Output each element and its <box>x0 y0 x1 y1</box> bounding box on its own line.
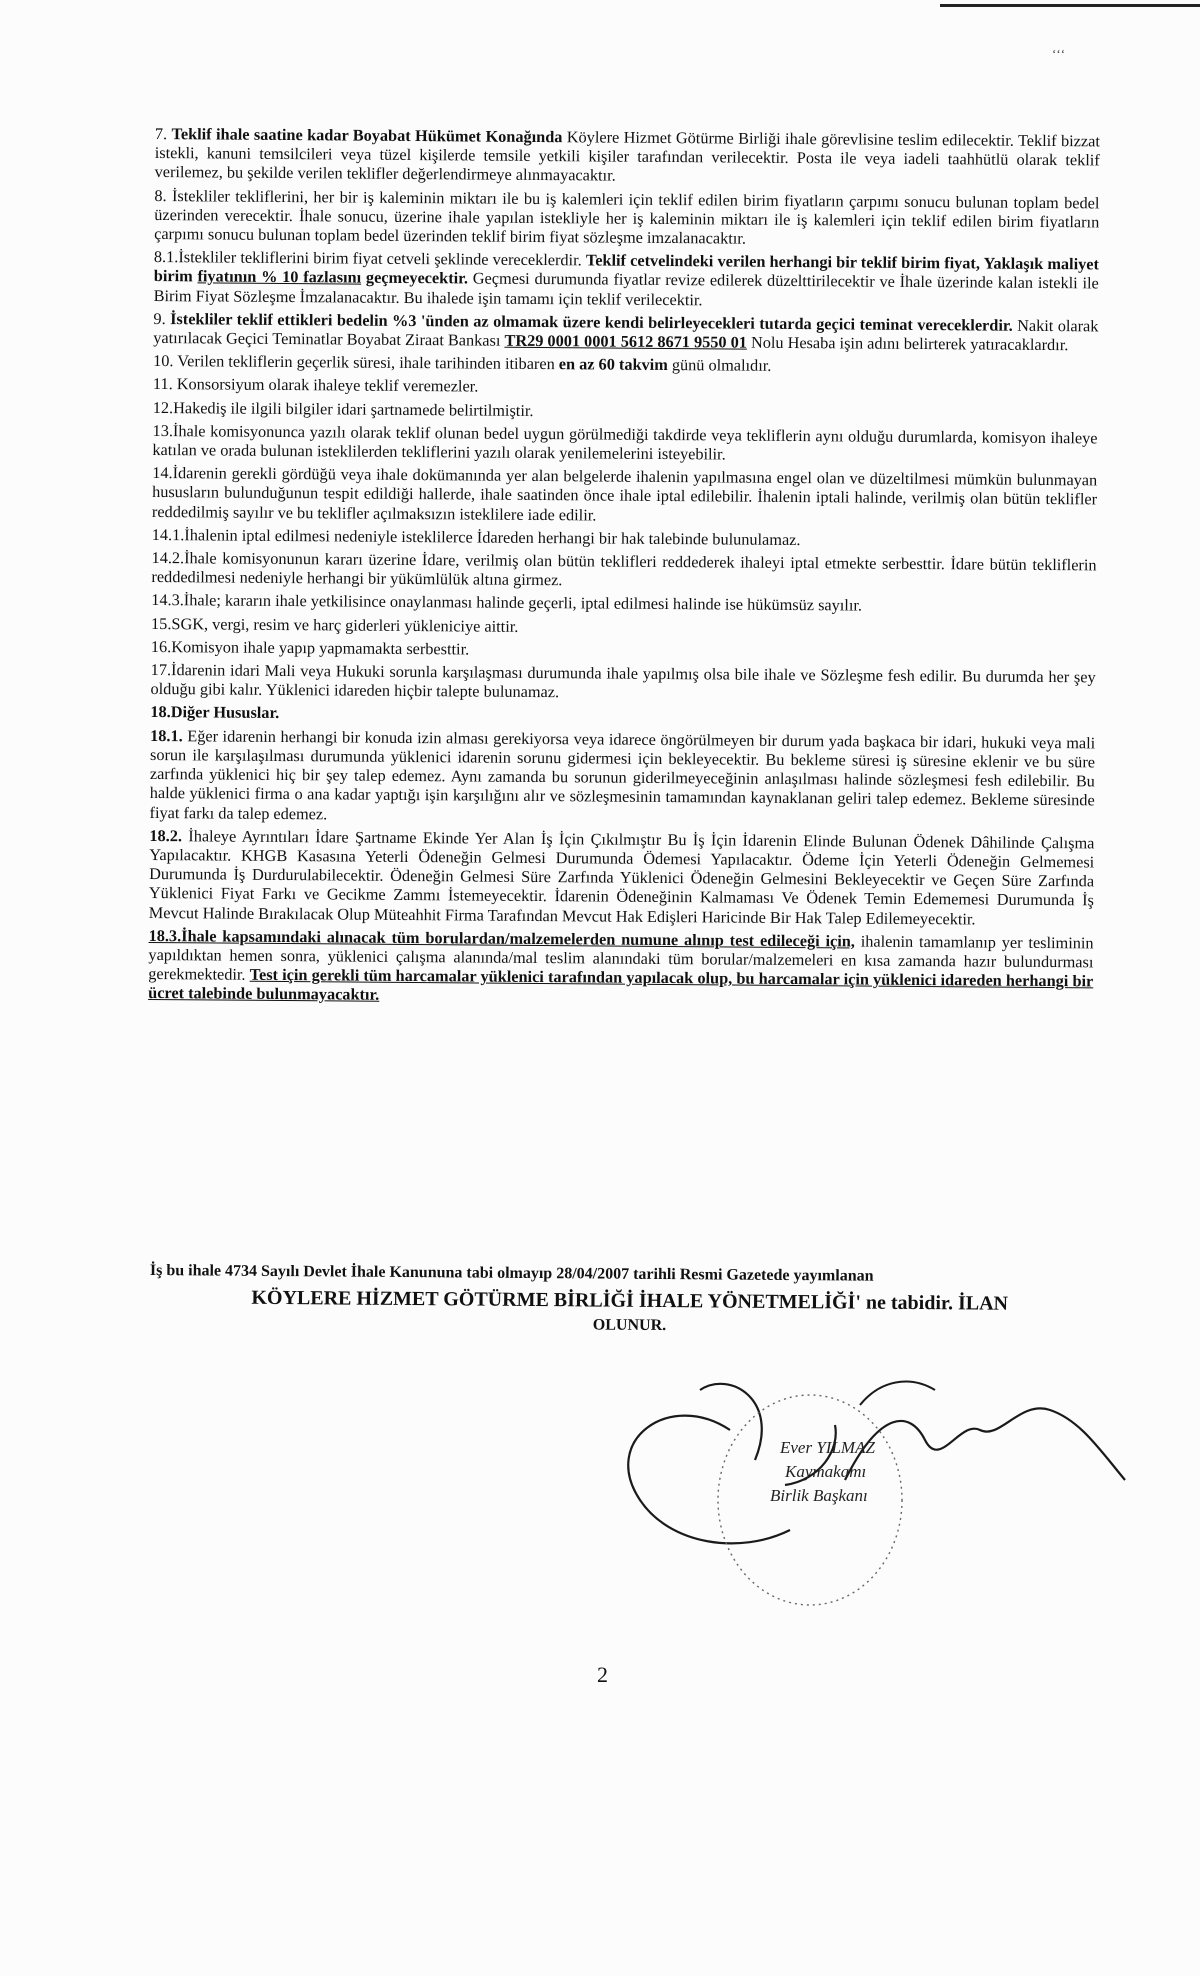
clause-text: en az 60 takvim <box>558 354 668 375</box>
clause-text: 14.1.İhalenin iptal edilmesi nedeniyle isteklilerce İdareden herhangi bir hak talebinde bulunulamaz. <box>151 524 801 549</box>
clause-text: Nakit olarak yatırılacak Geçici Teminatlar Boyabat Ziraat Bankası <box>153 315 1099 350</box>
clause-p14-1 <box>152 525 1097 552</box>
signature-and-stamp <box>580 1330 1140 1650</box>
clause-text: 15.SGK, vergi, resim ve harç giderleri yükleniciye aittir. <box>151 613 519 636</box>
clause-text: 18.1. <box>150 725 188 745</box>
clause-text: 18.Diğer Hususlar. <box>150 702 280 723</box>
clause-text: 14.İdarenin gerekli gördüğü veya ihale dokümanında yer alan belgelerde ihalenin yapılmasına engel olan ve düzeltilmesi mümkün bulunmayan hususların bulunduğunun tespit edildiği hallerde, ihale saatinden önce ihale iptal edilebilir. İhalenin iptali halinde, verilmiş olan bütün teklifler reddedilmiş sayılır ve bu teklifler açılmaksızın isteklilere iade edilir. <box>151 463 1098 525</box>
clause-text: 7. <box>154 124 172 144</box>
clause-p18 <box>150 702 1095 729</box>
clause-text: geçmeyecektir. <box>361 268 473 288</box>
clause-p9 <box>153 309 1098 355</box>
clause-p14-3 <box>151 590 1096 617</box>
clause-p13 <box>152 421 1097 467</box>
clause-text: İstekliler teklif ettikleri bedelin %3 'ünden az olmamak üzere kendi belirleyecekleri tutarda geçici teminat vereceklerdir. <box>170 308 1013 335</box>
clause-text: 11. Konsorsiyum olarak ihaleye teklif veremezler. <box>152 374 479 396</box>
stamp-line-2: Kaymakamı <box>785 1462 867 1481</box>
clause-text: Geçmesi durumunda fiyatlar revize edilerek düzelttirilecektir ve İhale üzerinde kalan istekli ile Birim Fiyat Sözleşme İmzalanacaktır. Bu ihalede işin tamamı için teklif verilecektir. <box>153 268 1099 309</box>
clause-p11 <box>153 374 1098 401</box>
clause-p15 <box>151 614 1096 641</box>
closing-line-1: İş bu ihale 4734 Sayılı Devlet İhale Kanununa tabi olmayıp 28/04/2007 tarihli Resmi Gazetede yayımlanan <box>149 1262 874 1285</box>
closing-statement <box>149 1262 1110 1339</box>
clause-text: 18.3.İhale kapsamındaki alınacak tüm borulardan/malzemelerden numune alınıp test edileceği için, <box>148 925 856 951</box>
clause-text: 16.Komisyon ihale yapıp yapmamakta serbesttir. <box>150 636 470 659</box>
document-body <box>148 124 1100 1014</box>
clause-text: Nolu Hesaba işin adını belirterek yatıracaklardır. <box>746 332 1069 355</box>
clause-text: Köylere Hizmet Götürme Birliği ihale görevlisine teslim edilecektir. Teklif bizzat istekli, kanuni temsilcileri veya tüzel kişilerde temsile yetkili kişiler tarafından verilecektir. Posta ile veya iadeli taahhütlü olarak teklif verilemez, bu şekilde verilen teklifler değerlendirmeye alınmayacaktır. <box>154 127 1100 186</box>
closing-line-3: OLUNUR. <box>592 1316 667 1335</box>
clause-text: İhaleye Ayrıntıları İdare Şartname Ekinde Yer Alan İş İçin Çıkılmıştır Bu İş İçin İdarenin Elinde Bulunan Ödenek Dâhilinde Çalışma Yapılacaktır. KHGB Kasasına Yeterli Ödeneğin Gelmesi Durumunda Ödemesi Yapılacaktır. Ödeme İçin Yeterli Ödeneğin Gelmemesi Durumunda İş Durdurulabilecektir. Ödeneğin Gelmesi Süre Zarfında Yüklenici Ödeneğin Gelmesini Bekleyecektir ve Geçen Süre Zarfında Yüklenici Fiyat Farkı ve Gecikme Zammı İstemeyecektir. İdarenin Ödeneğinin Kalmaması Ve Ödenek Temin Edememesi Durumunda İş Mevcut Halinde Bırakılacak Olup Müteahhit Firma Tarafından Mevcut Hak Edişleri Haricinde Bir Hak Talep Edilemeyecektir. <box>148 825 1095 928</box>
closing-line-2: KÖYLERE HİZMET GÖTÜRME BİRLİĞİ İHALE YÖNETMELİĞİ' ne tabidir. İLAN <box>251 1286 1009 1315</box>
clause-p10 <box>153 351 1098 378</box>
clause-text: fiyatının % 10 fazlasını <box>197 266 362 288</box>
clause-text: 13.İhale komisyonunca yazılı olarak teklif olunan bedel uygun görülmediği takdirde veya tekliflerin aynı olduğu durumlarda, komisyon ihaleye katılan ve orada bulunan isteklilerden tekliflerini yazılı olarak yenilemelerini isteyebilir. <box>152 420 1098 464</box>
clause-text: 14.2.İhale komisyonunun kararı üzerine İdare, verilmiş olan bütün teklifleri reddederek ihaleyi iptal etmekte serbesttir. İdare bütün tekliflerin reddedilmesi nedeniyle herhangi bir yükümlülük altına girmez. <box>151 548 1097 590</box>
clause-text: 8. İstekliler tekliflerini, her bir iş kaleminin miktarı ile bu iş kalemleri için teklif edilen birim fiyatların çarpımı sonucu bulunan toplam bedel üzerinden verecektir. İhale sonucu, üzerine ihale yapılan istekliyle her iş kaleminin miktarı ile iş kalemleri için teklif edilen birim fiyatların çarpımı sonucu bulunan toplam bedel üzerinden teklif birim fiyat sözleşme imzalanacaktır. <box>154 185 1100 248</box>
top-rule <box>940 4 1200 7</box>
signature-stamp-graphic <box>580 1330 1140 1650</box>
clause-text: 10. Verilen tekliflerin geçerlik süresi, ihale tarihinden itibaren <box>153 351 559 374</box>
clause-p16 <box>151 637 1096 664</box>
clause-p8-1 <box>154 247 1099 312</box>
clause-text: Eğer idarenin herhangi bir konuda izin alması gerekiyorsa veya idarece öngörülmeyen bir durum yada başkaca bir idari, hukuki veya mali sorun ile karşılaşılması durumunda yüklenici idarenin sorunu gidermesi için bekleyecektir. Bu bekleme süresi iş süresine eklenir ve bu süre zarfında yüklenici hiç bir şey talep edemez. Aynı zamanda bu sorunun giderilmeyeceğinin anlaşılması halinde sözleşmesi fesh edilebilir. Bu halde yüklenici firma o ana kadar yaptığı işin karşılığını alır ve sözleşmesinin tamamından kaynaklanan geliri talep edemez. Bekleme süresinde fiyat farkı da talep edemez. <box>149 725 1096 823</box>
clause-text: 8.1.İstekliler tekliflerini birim fiyat cetveli şeklinde vereceklerdir. <box>153 247 586 270</box>
clause-p14 <box>152 463 1097 528</box>
clause-text: ihalenin tamamlanıp yer tesliminin yapıldıktan hemen sonra, yüklenici çalışma alanında/mal teslim alanındaki tüm borular/malzemeleri en kısa zamanda hazır bulundurması gerekmektedir. <box>148 931 1094 984</box>
clause-p7 <box>155 124 1100 189</box>
clause-p12 <box>153 398 1098 425</box>
clause-text: 17.İdarenin idari Mali veya Hukuki sorunla karşılaşması durumunda ihale yapılmış olsa bile ihale ve Sözleşme fesh edilir. Bu durumda her şey olduğu gibi kalır. Yüklenici idareden hiçbir talepte bulunamaz. <box>150 660 1096 702</box>
clause-text: günü olmalıdır. <box>667 355 772 376</box>
clause-p18-2 <box>149 826 1095 929</box>
page-number: 2 <box>597 1662 608 1687</box>
clause-text: 18.2. <box>149 825 189 845</box>
clause-p18-1 <box>150 726 1096 829</box>
clause-p18-3 <box>148 926 1094 1010</box>
clause-text: 9. <box>153 308 171 328</box>
clause-text: Test için gerekli tüm harcamalar yüklenici tarafından yapılacak olup, bu harcamalar için yüklenici idareden herhangi bir ücret talebinde bulunmayacaktır. <box>148 964 1094 1005</box>
stamp-line-1: Ever YILMAZ <box>780 1438 875 1457</box>
clause-p17 <box>150 660 1095 706</box>
clause-text: TR29 0001 0001 5612 8671 9550 01 <box>504 330 747 352</box>
clause-p14-2 <box>151 548 1096 594</box>
clause-text: Teklif ihale saatine kadar Boyabat Hükümet Konağında <box>171 124 567 147</box>
stamp-line-3: Birlik Başkanı <box>770 1486 868 1505</box>
clause-text: 12.Hakediş ile ilgili bilgiler idari şartnamede belirtilmiştir. <box>152 397 534 420</box>
clause-p8 <box>154 186 1099 251</box>
clause-text: Teklif cetvelindeki verilen herhangi bir teklif birim fiyat, Yaklaşık maliyet birim <box>153 250 1100 286</box>
clause-text: 14.3.İhale; kararın ihale yetkilisince onaylanması halinde geçerli, iptal edilmesi halinde ise hükümsüz sayılır. <box>151 590 863 616</box>
corner-mark: ‘‘‘ <box>1052 46 1067 61</box>
